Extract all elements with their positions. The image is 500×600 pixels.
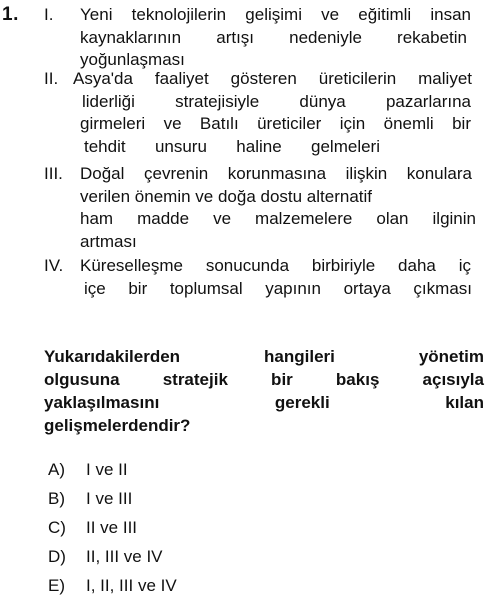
question-line: olgusuna stratejik bir bakış açısıyla: [44, 370, 484, 389]
question-line: gelişmelerdendir?: [44, 416, 191, 435]
option-c[interactable]: [48, 513, 177, 542]
statement-line: yoğunlaşması: [80, 50, 185, 69]
statement-line: artması: [80, 231, 137, 251]
statement-line: girmeleri ve Batılı üreticiler için önemli bir: [80, 114, 471, 133]
statement-line: Yeni teknolojilerin gelişimi ve eğitimli insan: [80, 5, 471, 24]
option-e[interactable]: [48, 571, 177, 600]
option-d[interactable]: [48, 542, 177, 571]
option-text: I ve II: [86, 459, 128, 479]
option-text: II, III ve IV: [86, 546, 163, 566]
question-line: Yukarıdakilerden hangileri yönetim: [44, 347, 484, 366]
statement-line: tehdit unsuru haline gelmeleri: [84, 136, 380, 156]
option-text: I ve III: [86, 488, 133, 508]
statement-line: Asya'da faaliyet gösteren üreticilerin maliyet: [73, 69, 472, 88]
option-letter: D): [48, 546, 66, 566]
question-number: 1.: [2, 4, 19, 25]
option-text: II ve III: [86, 517, 138, 537]
option-letter: A): [48, 459, 65, 479]
statement-line: verilen önemin ve doğa dostu alternatif: [80, 186, 373, 206]
option-letter: E): [48, 575, 65, 595]
option-letter: C): [48, 517, 66, 537]
statement-line: kaynaklarının artışı nedeniyle rekabetin: [80, 27, 467, 47]
option-a[interactable]: [48, 455, 177, 484]
statement-line: Küreselleşme sonucunda birbiriyle daha iç: [80, 256, 471, 275]
statement-numeral: II.: [44, 69, 59, 88]
answer-options: [48, 455, 177, 600]
statement-line: ham madde ve malzemelere olan ilginin: [80, 209, 476, 228]
statement-numeral: III.: [44, 164, 63, 183]
option-letter: B): [48, 488, 65, 508]
option-b[interactable]: [48, 484, 177, 513]
statement-line: içe bir toplumsal yapının ortaya çıkması: [84, 278, 472, 298]
statement-line: Doğal çevrenin korunmasına ilişkin konulara: [80, 164, 472, 183]
statement-numeral: I.: [44, 5, 54, 24]
option-text: I, II, III ve IV: [86, 575, 177, 595]
statement-numeral: IV.: [44, 256, 64, 275]
question-text: [44, 345, 484, 437]
statement-line: liderliği stratejisiyle dünya pazarlarına: [82, 91, 471, 111]
question-line: yaklaşılmasını gerekli kılan: [44, 393, 484, 412]
